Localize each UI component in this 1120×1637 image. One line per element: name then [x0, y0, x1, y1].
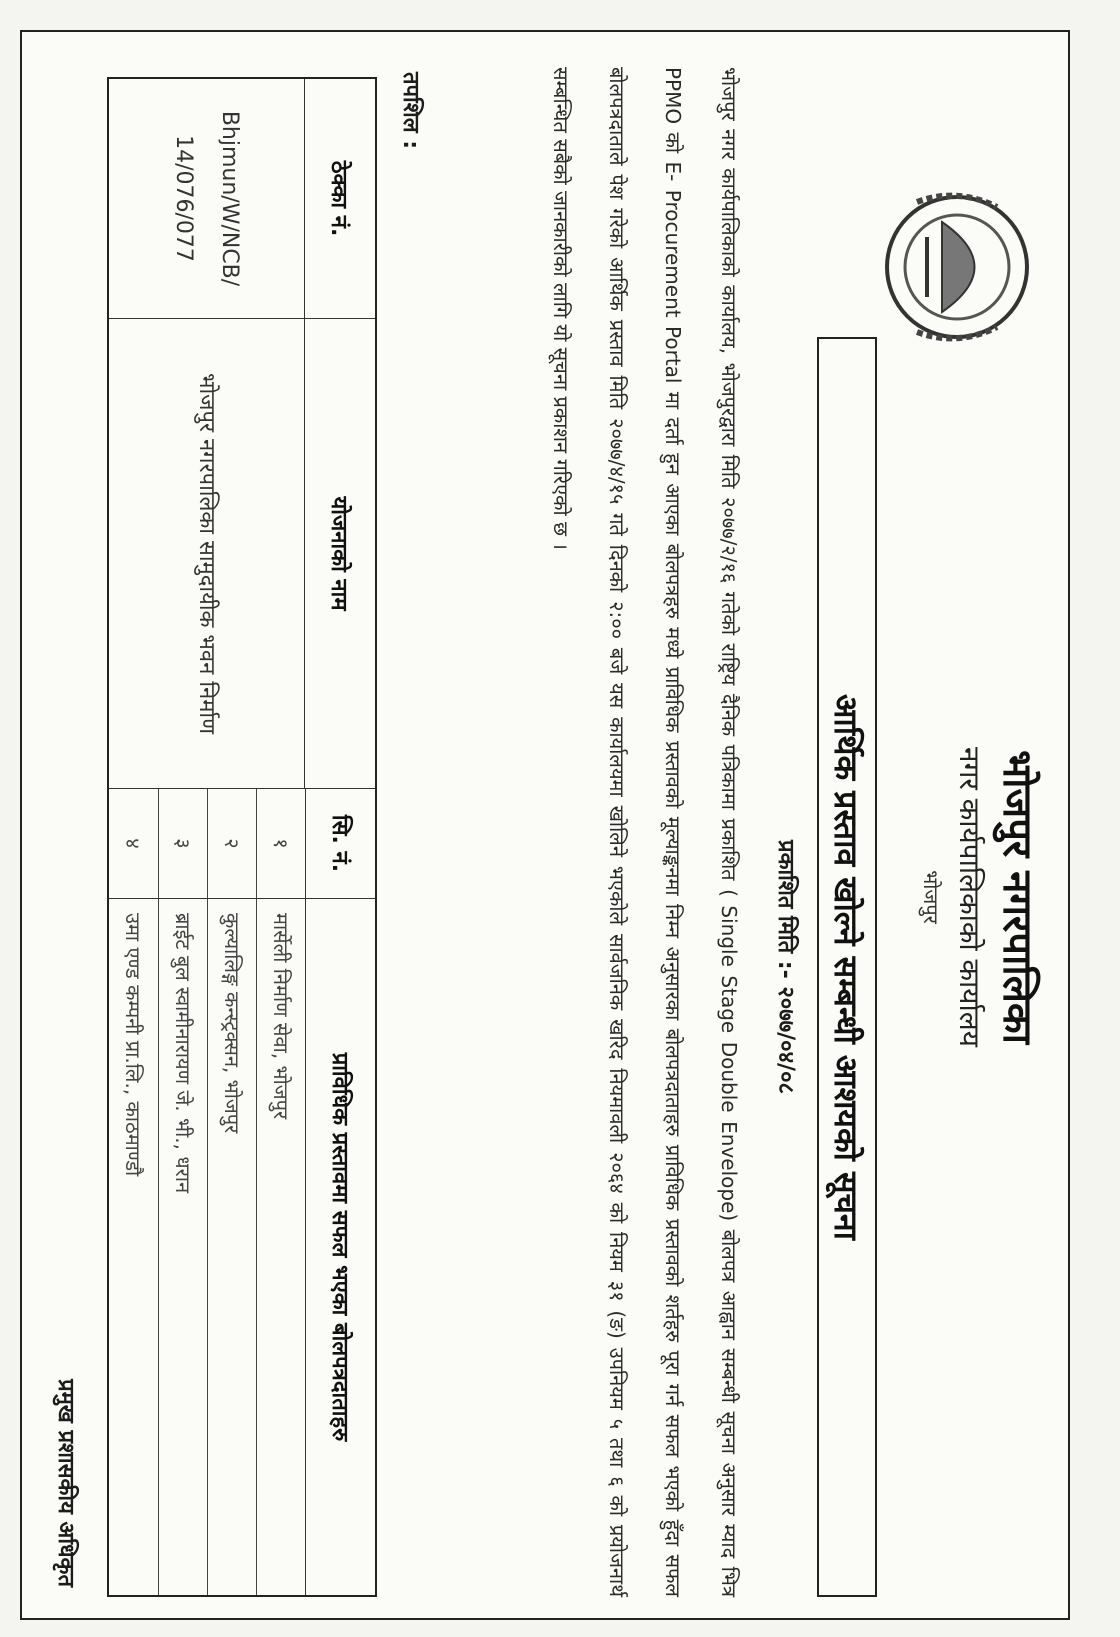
table-row-sn: ४ — [121, 838, 146, 849]
header-contract-no: ठेक्का नं. — [304, 79, 375, 318]
signature-title: प्रमुख प्रशासकीय अधिकृत — [53, 1379, 78, 1587]
published-date: प्रकाशित मिति :- २०७७/०४/०८ — [773, 840, 798, 1094]
header-bidders: प्राविधिक प्रस्तावमा सफल भएका बोलपत्रदाताहरु — [305, 899, 375, 1595]
table-row-bidder: कुल्यालिङ्ग कन्स्ट्रक्सन, भोजपुर — [207, 899, 256, 1595]
table-row-sn: १ — [256, 789, 305, 898]
table-row-bidder: मार्सेली निर्माण सेवा, भोजपुर — [256, 899, 305, 1595]
notice-title: आर्थिक प्रस्ताव खोल्ने सम्बन्धी आशयको सूचना — [817, 337, 877, 1597]
municipality-emblem-icon — [877, 177, 1037, 357]
office-name: नगर कार्यपालिकाको कार्यालय — [953, 747, 986, 1047]
table-row-bidder: ब्राईट बुल स्वामीनारायण जे. भी., धरान — [158, 899, 207, 1595]
details-label: तपशिल : — [398, 72, 423, 150]
contract-col — [109, 79, 375, 319]
serial-col — [109, 789, 375, 899]
table-row-sn: ३ — [158, 789, 207, 898]
contract-no: Bhjmun/W/NCB/ 14/076/077 — [171, 110, 243, 287]
document-frame — [20, 30, 1070, 1620]
office-place: भोजपुर — [919, 870, 943, 924]
header-serial-no: सि. नं. — [305, 789, 375, 898]
notice-body: भोजपुर नगर कार्यपालिकाको कार्यालय, भोजपुरद्वारा मिति २०७७/२/१६ गतेको राष्ट्रिय दैनिक पत्रिकामा प्रकाशित ( Single Stage Double Envelope) बोलपत्र आह्वान सम्बन्धी सूचना अनुसार म्याद भित्र PPMO को E- Procurement Portal मा दर्ता हुन आएका बोलपत्रहरु मध्ये प्राविधिक प्रस्तावको मूल्याङ्कनमा निम्न अनुसारका बोलपत्रदाताहरु प्राविधिक प्रस्तावको शर्तहरु पूरा गर्न सफल भएको हुँदा सफल बोलपत्रदाताले पेश गरेको आर्थिक प्रस्ताव मिति २०७७/४/१५ गते दिनको २:०० बजे यस कार्यालयमा खोलिने भएकोले सार्वजनिक खरिद नियमावली २०६४ को नियम ३१ (ङ) उपनियम ५ तथा ६ को प्रयोजनार्थ सम्बन्धित सबैको जानकारीको लागि यो सूचना प्रकाशन गरिएको छ । — [549, 67, 741, 1597]
table-row-bidder: उमा एण्ड कम्पनी प्रा.लि., काठमाण्डौ — [121, 913, 146, 1177]
bidders-col — [109, 899, 375, 1595]
project-name: भोजपुर नगरपालिका सामुदायीक भवन निर्माण — [194, 373, 220, 734]
bidders-table — [107, 77, 377, 1597]
project-col — [109, 319, 375, 789]
org-name: भोजपुर नगरपालिका — [994, 750, 1040, 1044]
rotated-notice — [22, 47, 1057, 1622]
table-row-sn: २ — [207, 789, 256, 898]
header-project-name: योजनाको नाम — [304, 319, 375, 788]
